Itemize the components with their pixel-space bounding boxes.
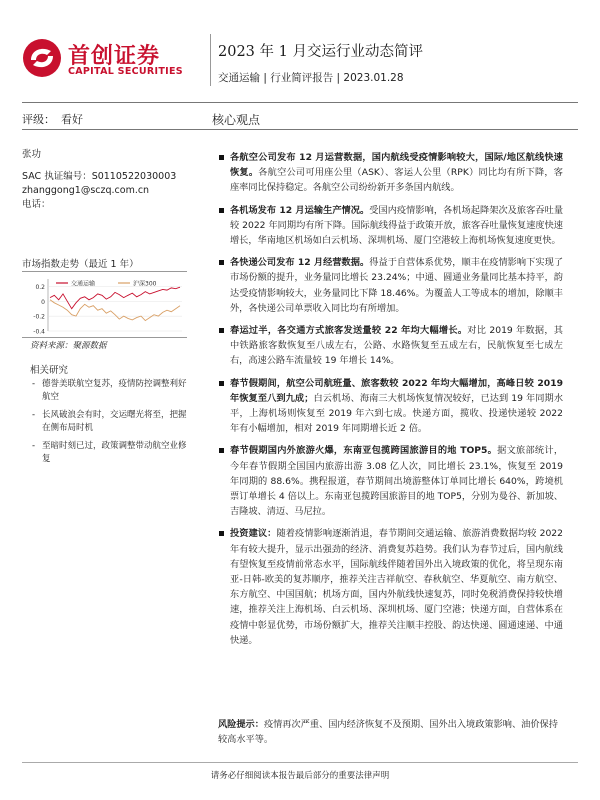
core-view-headline: 春节假期间，航空公司航班量、旅客数较 2022 年均大幅增加，高峰日较 2019 年恢复至八到九成； [230, 377, 563, 404]
core-view-body: 随着疫情影响逐渐消退，春节期间交通运输、旅游消费数据均较 2022 年有较大提升，显示出强劲的经济、消费复苏趋势。我们认为春节过后，国内航线有望恢复至疫情前常态水平，国际航线伴随着国外出入境政策的优化，将呈现东南亚-日韩-欧美的复苏顺序，推荐关注吉祥航空、春秋航空、华夏航空、南方航空、东方航空、中国国航；机场方面，国内外航线快速复苏，同时免税消费保持较快增速，推荐关注上海机场、白云机场、深圳机场、厦门空港；快递方面，自营体系在疫情中彰显优势，市场份额扩大，推荐关注顺丰控股、韵达快递、圆通速递、中通快递。 [230, 528, 563, 646]
analyst-cert: SAC 执证编号：S0110522030003 [22, 171, 177, 182]
analyst-name: 张功 [22, 149, 42, 160]
report-subtitle: 交通运输 | 行业简评报告 | 2023.01.28 [218, 72, 404, 84]
chart-y-tick-label: -0.2 [33, 313, 45, 321]
chart-legend-label: 沪深300 [133, 280, 157, 288]
risk-text: 疫情再次严重、国内经济恢复不及预期、国外出入境政策影响、油价保持较高水平等。 [218, 719, 558, 745]
core-view-headline: 各航空公司发布 12 月运营数据，国内航线受疫情影响较大，国际/地区航线快速恢复。 [230, 152, 563, 179]
logo-chinese-name: 首创证券 [68, 44, 161, 69]
core-view-body: 受国内疫情影响，各机场起降架次及旅客吞吐量较 2022 年同期均有所下降。国际航线得益于政策开放，旅客吞吐量恢复速度快速增长，华南地区机场如白云机场、深圳机场、厦门空港较上海机场恢复速度更快。 [230, 204, 564, 247]
core-view-item [218, 376, 563, 437]
core-view-body: 白云机场、海南三大机场恢复情况较好，已达到 19 年同期水平，上海机场则恢复至 2019 年六到七成。快递方面，揽收、投递快递较 2022 年有小幅增加，相对 2019 年同期增长近 2 倍。 [230, 392, 564, 435]
core-view-item [218, 203, 563, 249]
core-view-item [218, 255, 563, 316]
rating-label: 评级： [22, 113, 55, 126]
chart-bottom-rule [22, 337, 187, 338]
risk-label: 风险提示： [218, 719, 264, 730]
core-view-item [218, 443, 563, 519]
chart-source: 资料来源：聚源数据 [30, 341, 107, 351]
risk-warning [218, 717, 563, 747]
analyst-email: zhanggong1@sczq.com.cn [22, 185, 150, 196]
related-item[interactable]: - 德誉美联航空复苏，疫情防控调整利好航空 [30, 378, 190, 404]
core-view-body: 对比 2019 年数据，其中铁路旅客数恢复至八成左右，公路、水路恢复至五成左右，民航恢复至七成左右，高速公路车流量较 19 年增长 14%。 [230, 325, 563, 367]
related-research-heading: 相关研究 [30, 365, 69, 376]
core-views-list [218, 150, 563, 655]
chart-y-tick-label: 0 [41, 298, 45, 306]
core-views-heading: 核心观点 [212, 113, 261, 127]
chart-top-rule [22, 271, 187, 272]
logo-mark-icon [22, 38, 62, 78]
related-item[interactable]: - 长风破浪会有时，交运曙光将至，把握在侧布局时机 [30, 409, 190, 435]
core-view-headline: 各机场发布 12 月运输生产情况。 [230, 204, 370, 216]
section-rule [22, 129, 578, 130]
rating-value: 看好 [61, 113, 83, 126]
footer-rule [22, 762, 578, 763]
core-view-item [218, 150, 563, 196]
core-view-headline: 投资建议： [230, 528, 277, 540]
header-divider [210, 34, 211, 86]
header-rule [22, 102, 578, 103]
core-view-item [218, 323, 563, 369]
core-view-headline: 春运过半，各交通方式旅客发送量较 22 年均大幅增长。 [230, 325, 468, 337]
core-view-body: 得益于自营体系优势，顺丰在疫情影响下实现了市场份额的提升，业务量同比增长 23.24%；中通、圆通业务量同比基本持平，韵达受疫情影响较大，业务量同比下降 18.46%。为覆盖人工等成本的增加，除顺丰外，各快递公司单票收入同比均有所增加。 [230, 257, 564, 314]
chart-legend-label: 交通运输 [71, 280, 96, 288]
core-view-headline: 春节假期国内外旅游火爆，东南亚包揽跨国旅游目的地 TOP5。 [230, 445, 498, 457]
market-index-chart [22, 275, 187, 335]
chart-y-tick-label: -0.4 [33, 328, 45, 335]
company-logo [22, 38, 207, 78]
chart-series-line [50, 287, 180, 309]
rating [22, 111, 83, 127]
related-item[interactable]: - 至暗时刻已过，政策调整带动航空业修复 [30, 440, 190, 466]
core-view-body: 据文旅部统计，今年春节假期全国国内旅游出游 3.08 亿人次，同比增长 23.1%，恢复至 2019 年同期的 88.6%。携程报道，春节期间出境游整体订单同比增长 640%，跨境机票订单增长 4 倍以上。东南亚包揽跨国旅游目的地 TOP5，分别为曼谷、新加坡、吉隆坡、清迈、马尼拉。 [230, 445, 563, 518]
analyst-info [22, 148, 176, 212]
core-view-item [218, 526, 563, 648]
footer-disclaimer: 请务必仔细阅读本报告最后部分的重要法律声明 [210, 771, 390, 781]
analyst-phone: 电话： [22, 199, 51, 210]
report-title: 2023 年 1 月交运行业动态简评 [218, 44, 423, 60]
core-view-body: 各航空公司可用座公里（ASK）、客运人公里（RPK）同比均有所下降，客座率同比保持稳定。各航空公司纷纷新开多条国内航线。 [230, 167, 563, 194]
chart-series-line [50, 300, 180, 321]
chart-title: 市场指数走势（最近 1 年） [22, 259, 139, 270]
logo-english-name: CAPITAL SECURITIES [68, 66, 183, 77]
chart-y-tick-label: 0.2 [35, 283, 45, 291]
core-view-headline: 各快递公司发布 12 月经营数据。 [230, 257, 370, 269]
related-research-list [30, 378, 190, 471]
